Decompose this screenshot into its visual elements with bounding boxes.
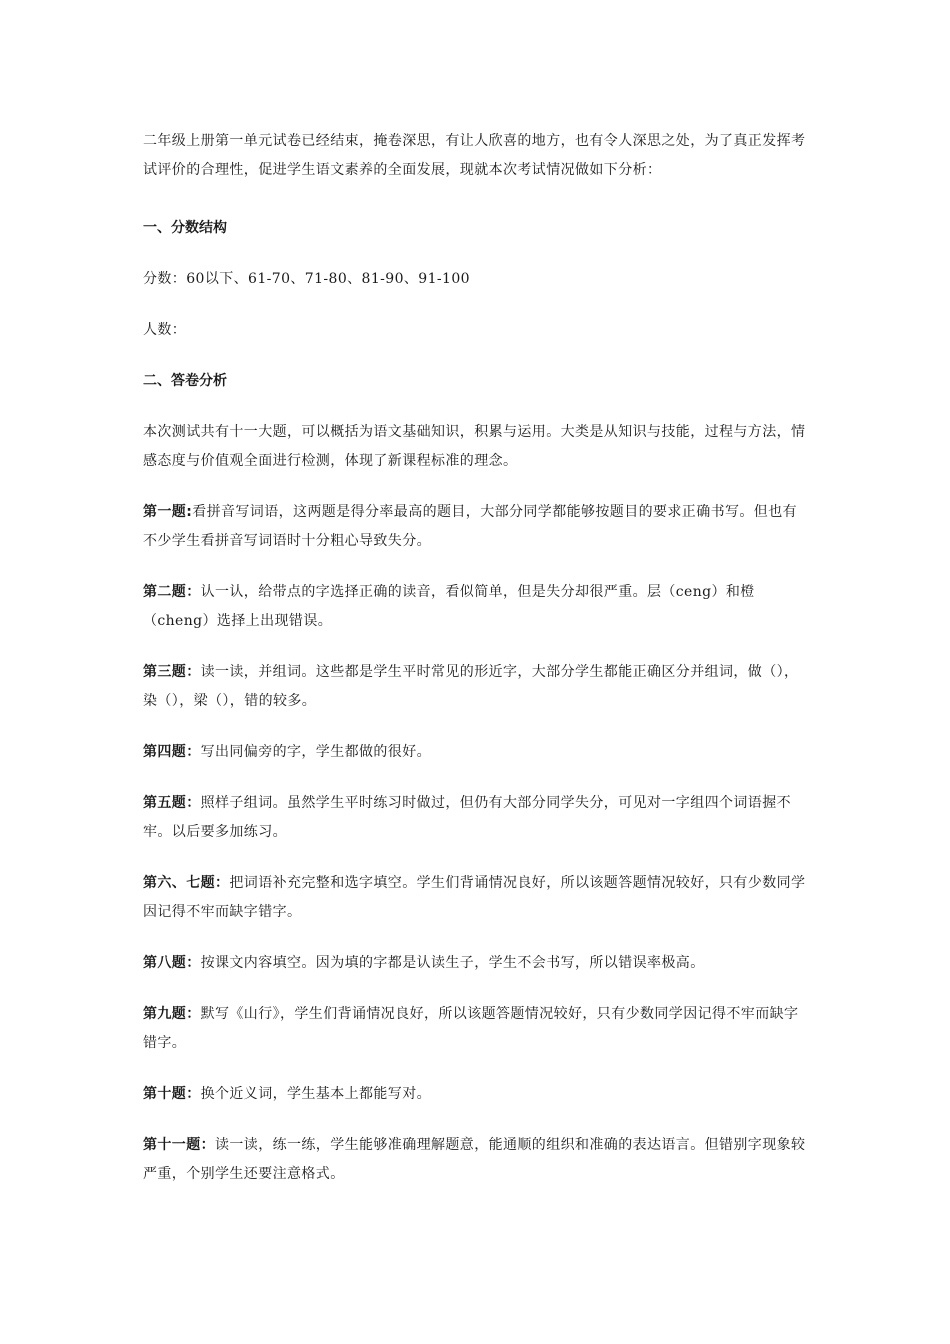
question-text: 按课文内容填空。因为填的字都是认读生子，学生不会书写，所以错误率极高。 (200, 955, 705, 971)
question-11 (143, 1131, 811, 1189)
score-ranges: 分数：60以下、61-70、71-80、81-90、91-100 (143, 271, 470, 287)
question-2 (143, 578, 811, 636)
question-8 (143, 949, 811, 978)
question-text: 照样子组词。虽然学生平时练习时做过，但仍有大部分同学失分，可见对一字组四个词语握不牢。以后要多加练习。 (143, 795, 792, 840)
question-label: 第九题： (143, 1006, 201, 1022)
question-text: 默写《山行》，学生们背诵情况良好，所以该题答题情况较好，只有少数同学因记得不牢而缺字错字。 (143, 1006, 799, 1051)
question-text: 读一读，并组词。这些都是学生平时常见的形近字，大部分学生都能正确区分并组词，做（），染（），梁（），错的较多。 (143, 664, 799, 709)
question-text: 看拼音写词语，这两题是得分率最高的题目，大部分同学都能够按题目的要求正确书写。但也有不少学生看拼音写词语时十分粗心导致失分。 (143, 504, 798, 549)
people-count: 人数： (143, 322, 187, 338)
document-page (143, 127, 811, 1211)
question-text: 把词语补充完整和选字填空。学生们背诵情况良好，所以该题答题情况较好，只有少数同学因记得不牢而缺字错字。 (143, 875, 806, 920)
question-1 (143, 498, 811, 556)
intro-paragraph: 二年级上册第一单元试卷已经结束，掩卷深思，有让人欣喜的地方，也有令人深思之处，为了真正发挥考试评价的合理性，促进学生语文素养的全面发展，现就本次考试情况做如下分析： (143, 133, 806, 178)
question-label: 第二题： (143, 584, 201, 600)
question-text: 读一读，练一练，学生能够准确理解题意，能通顺的组织和准确的表达语言。但错别字现象较严重，个别学生还要注意格式。 (143, 1137, 806, 1182)
question-label: 第八题： (143, 955, 201, 971)
question-label: 第六、七题： (143, 875, 230, 891)
question-text: 认一认，给带点的字选择正确的读音，看似简单，但是失分却很严重。层（ceng）和橙（cheng）选择上出现错误。 (143, 584, 755, 629)
section-2-heading: 二、答卷分析 (143, 373, 227, 389)
question-3 (143, 658, 811, 716)
question-label: 第十题： (143, 1086, 201, 1102)
question-text: 写出同偏旁的字，学生都做的很好。 (200, 744, 432, 760)
section-1-heading: 一、分数结构 (143, 220, 227, 236)
question-5 (143, 789, 811, 847)
question-label: 第一题: (143, 504, 193, 520)
question-label: 第五题： (143, 795, 201, 811)
question-label: 第四题： (143, 744, 201, 760)
overview-paragraph: 本次测试共有十一大题，可以概括为语文基础知识，积累与运用。大类是从知识与技能，过程与方法，情感态度与价值观全面进行检测，体现了新课程标准的理念。 (143, 424, 806, 469)
question-6-7 (143, 869, 811, 927)
question-9 (143, 1000, 811, 1058)
question-text: 换个近义词，学生基本上都能写对。 (200, 1086, 432, 1102)
question-label: 第三题： (143, 664, 201, 680)
question-label: 第十一题： (143, 1137, 215, 1153)
question-4 (143, 738, 811, 767)
question-10 (143, 1080, 811, 1109)
